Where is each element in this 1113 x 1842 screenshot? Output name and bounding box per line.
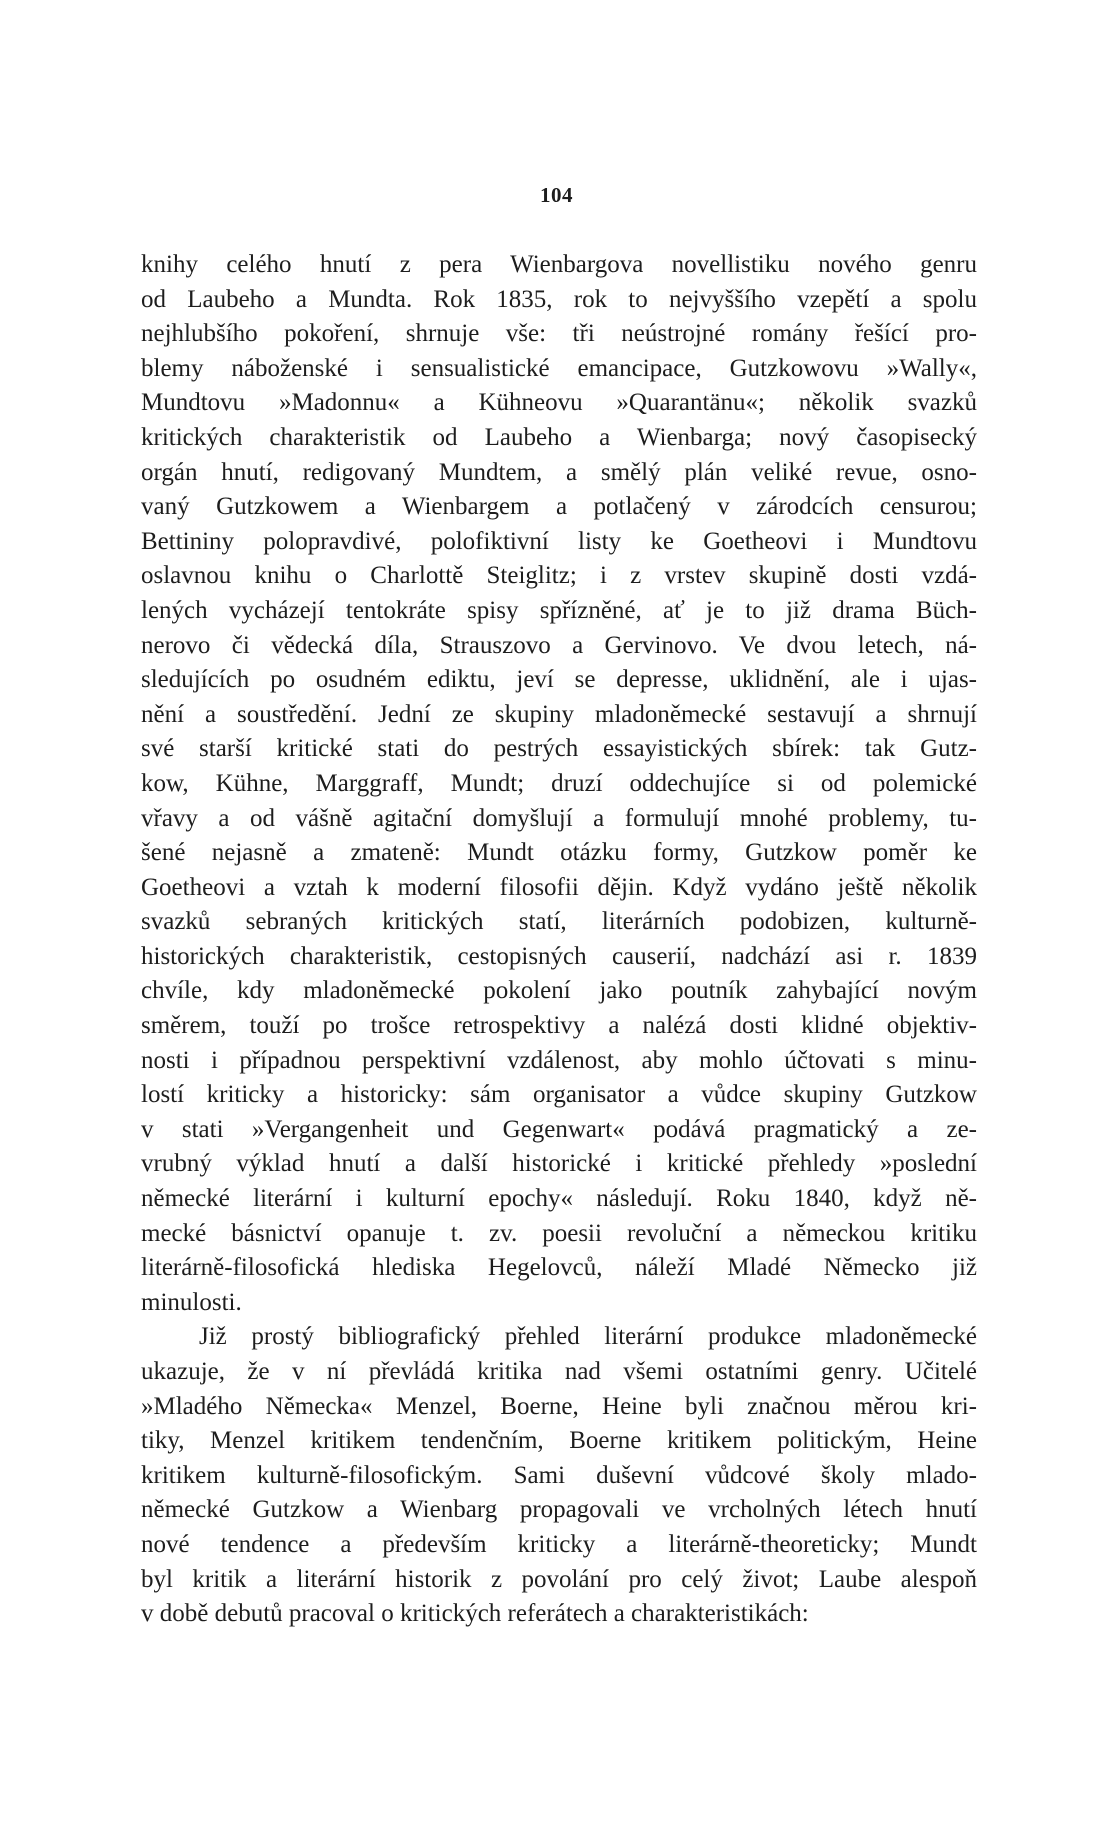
text-line: »Mladého Německa« Menzel, Boerne, Heine byli značnou měrou kri- [141,1392,977,1420]
text-line: sledujících po osudném ediktu, jeví se depresse, uklidnění, ale i ujas- [141,666,977,694]
text-line: vřavy a od vášně agitační domyšlují a formulují mnohé problemy, tu- [141,804,977,832]
text-line: nejhlubšího pokoření, shrnuje vše: tři neústrojné romány řešící pro- [141,320,977,348]
text-line: od Laubeho a Mundta. Rok 1835, rok to nejvyššího vzepětí a spolu [141,285,977,313]
text-line: orgán hnutí, redigovaný Mundtem, a smělý plán veliké revue, osno- [141,458,977,486]
text-line: tiky, Menzel kritikem tendenčním, Boerne kritikem politickým, Heine [141,1427,977,1455]
paragraph [141,1320,977,1631]
text-line: mecké básnictví opanuje t. zv. poesii revoluční a německou kritiku [141,1219,977,1247]
text-line: své starší kritické stati do pestrých essayistických sbírek: tak Gutz- [141,735,977,763]
text-line: kritikem kulturně-filosofickým. Sami duševní vůdcové školy mlado- [141,1461,977,1489]
page-number: 104 [540,183,573,207]
text-line: v stati »Vergangenheit und Gegenwart« podává pragmatický a ze- [141,1115,977,1143]
text-line: směrem, touží po trošce retrospektivy a nalézá dosti klidné objektiv- [141,1012,977,1040]
text-line: kow, Kühne, Marggraff, Mundt; druzí oddechujíce si od polemické [141,769,977,797]
text-line: nerovo či vědecká díla, Strauszovo a Gervinovo. Ve dvou letech, ná- [141,631,977,659]
text-line: minulosti. [141,1288,242,1316]
text-line: kritických charakteristik od Laubeho a Wienbarga; nový časopisecký [141,423,977,451]
text-line: historických charakteristik, cestopisných causerií, nadchází asi r. 1839 [141,942,977,970]
text-line: byl kritik a literární historik z povolání pro celý život; Laube alespoň [141,1565,977,1593]
text-line: nové tendence a především kriticky a literárně-theoreticky; Mundt [141,1530,977,1558]
text-line: šené nejasně a zmateně: Mundt otázku formy, Gutzkow poměr ke [141,839,977,867]
text-line: Již prostý bibliografický přehled literární produkce mladoněmecké [199,1323,977,1351]
text-line: lostí kriticky a historicky: sám organisator a vůdce skupiny Gutzkow [141,1081,977,1109]
text-line: oslavnou knihu o Charlottě Steiglitz; i z vrstev skupině dosti vzdá- [141,562,977,590]
body-text [141,248,977,1632]
text-line: Goetheovi a vztah k moderní filosofii dějin. Když vydáno ještě několik [141,873,977,901]
text-line: svazků sebraných kritických statí, literárních podobizen, kulturně- [141,908,977,936]
text-line: lených vycházejí tentokráte spisy spřízněné, ať je to již drama Büch- [141,596,977,624]
text-line: nění a soustředění. Jední ze skupiny mladoněmecké sestavují a shrnují [141,700,977,728]
text-line: v době debutů pracoval o kritických referátech a charakteristikách: [141,1600,809,1628]
text-line: literárně-filosofická hlediska Hegelovců, náleží Mladé Německo již [141,1254,977,1282]
text-line: nosti i případnou perspektivní vzdálenost, aby mohlo účtovati s minu- [141,1046,977,1074]
text-line: ukazuje, že v ní převládá kritika nad všemi ostatními genry. Učitelé [141,1358,977,1385]
text-line: německé literární i kulturní epochy« následují. Roku 1840, když ně- [141,1185,977,1213]
text-line: německé Gutzkow a Wienbarg propagovali ve vrcholných létech hnutí [141,1496,977,1524]
text-line: vrubný výklad hnutí a další historické i kritické přehledy »poslední [141,1150,977,1178]
text-line: blemy náboženské i sensualistické emancipace, Gutzkowovu »Wally«, [141,354,977,382]
text-line: chvíle, kdy mladoněmecké pokolení jako poutník zahybající novým [141,977,977,1005]
text-line: Mundtovu »Madonnu« a Kühneovu »Quarantänu«; několik svazků [141,389,977,417]
text-line: knihy celého hnutí z pera Wienbargova novellistiku nového genru [141,251,977,278]
text-line: vaný Gutzkowem a Wienbargem a potlačený v zárodcích censurou; [141,493,977,521]
text-line: Bettininy polopravdivé, polofiktivní listy ke Goetheovi i Mundtovu [141,527,977,555]
paragraph [141,248,977,1320]
